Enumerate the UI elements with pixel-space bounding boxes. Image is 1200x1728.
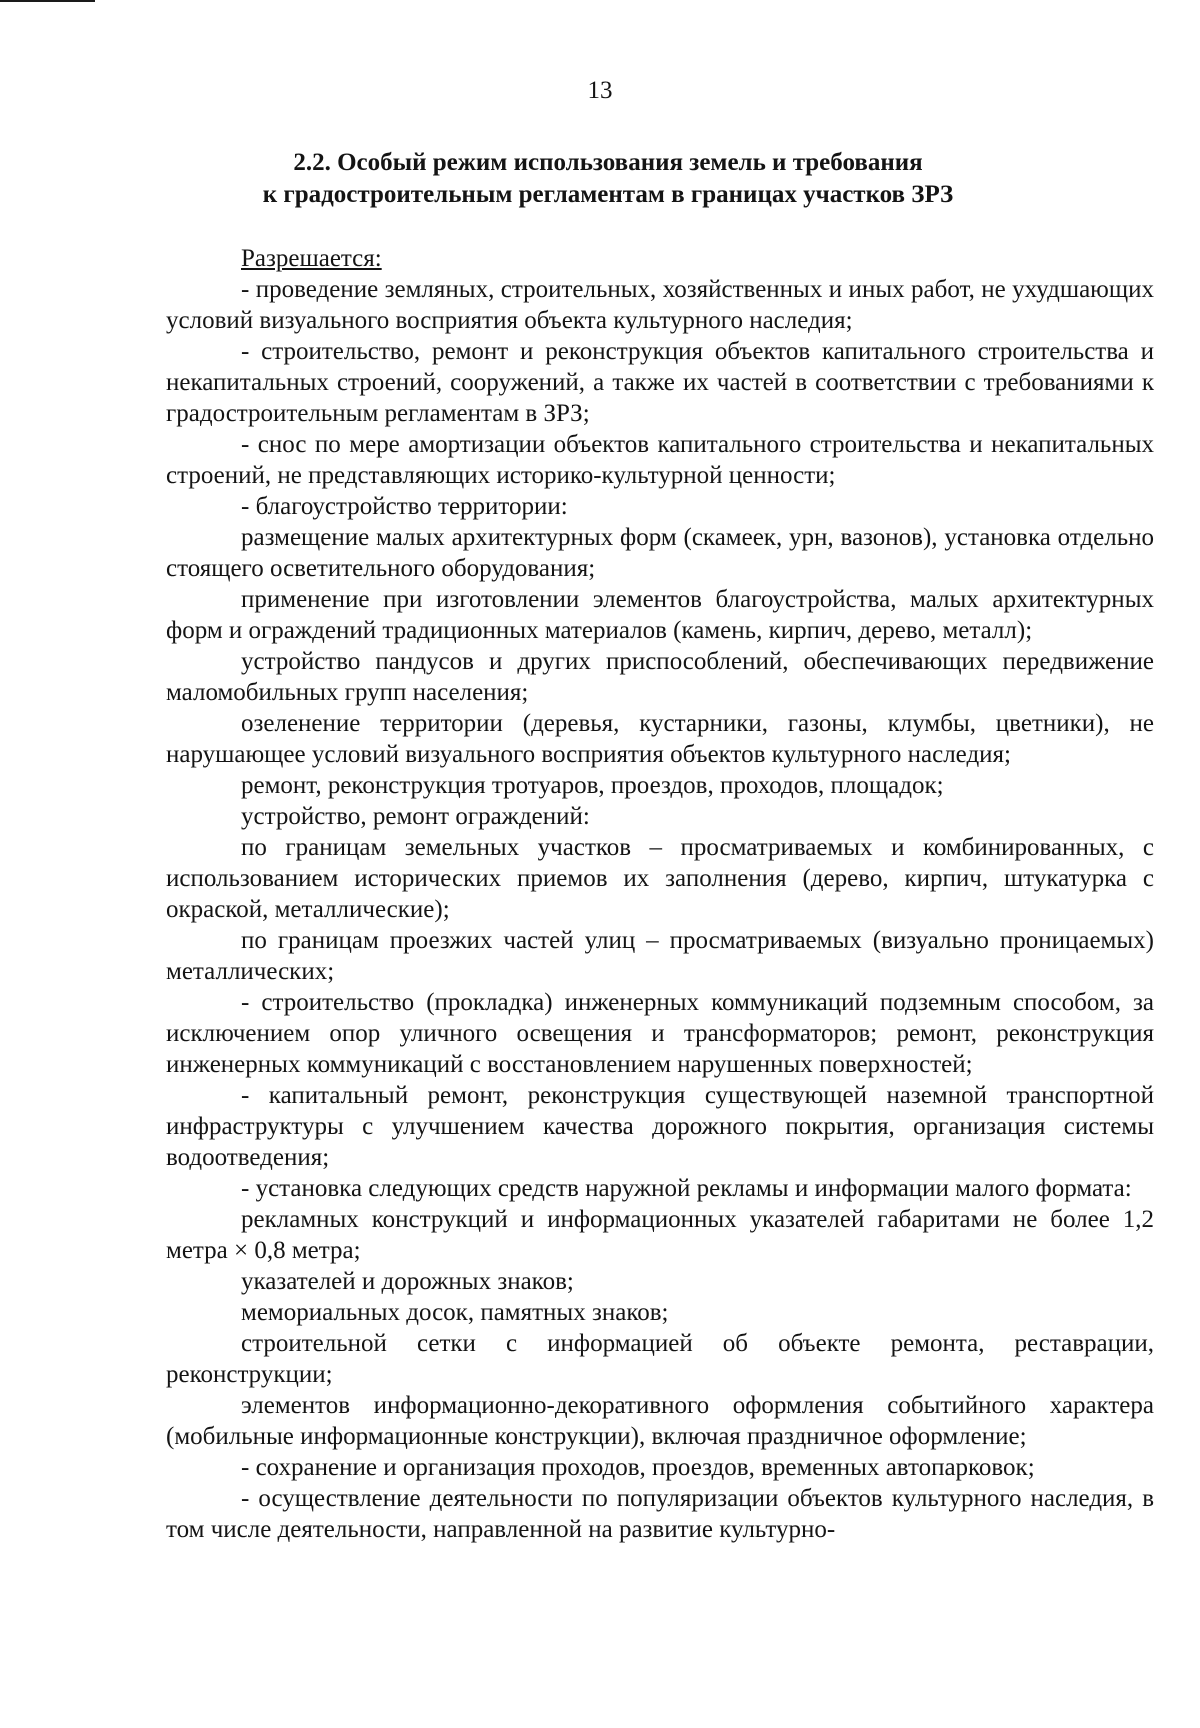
paragraph: рекламных конструкций и информационных указателей габаритами не более 1,2 метра × 0,8 метра; xyxy=(166,1206,1154,1264)
paragraph: по границам проезжих частей улиц – просматриваемых (визуально проницаемых) металлических; xyxy=(166,927,1154,985)
paragraph: - капитальный ремонт, реконструкция существующей наземной транспортной инфраструктуры с улучшением качества дорожного покрытия, организация системы водоотведения; xyxy=(166,1082,1154,1171)
paragraph: мемориальных досок, памятных знаков; xyxy=(241,1299,669,1326)
paragraph: - сохранение и организация проходов, проездов, временных автопарковок; xyxy=(241,1454,1035,1481)
page-number: 13 xyxy=(587,77,613,104)
paragraph: устройство, ремонт ограждений: xyxy=(241,803,590,830)
section-title-line-2: к градостроительным регламентам в границах участков ЗРЗ xyxy=(262,181,954,208)
section-title-line-1: 2.2. Особый режим использования земель и требования xyxy=(293,149,923,176)
paragraph: по границам земельных участков – просматриваемых и комбинированных, с использованием исторических приемов их заполнения (дерево, кирпич, штукатурка с окраской, металлические); xyxy=(166,834,1154,923)
paragraph: указателей и дорожных знаков; xyxy=(241,1268,574,1295)
paragraph: ремонт, реконструкция тротуаров, проездов, проходов, площадок; xyxy=(241,772,944,799)
paragraph: озеленение территории (деревья, кустарники, газоны, клумбы, цветники), не нарушающее условий визуального восприятия объектов культурного наследия; xyxy=(166,710,1154,768)
paragraph: размещение малых архитектурных форм (скамеек, урн, вазонов), установка отдельно стоящего осветительного оборудования; xyxy=(166,524,1154,582)
document-body xyxy=(166,243,1154,1545)
paragraph: - проведение земляных, строительных, хозяйственных и иных работ, не ухудшающих условий визуального восприятия объекта культурного наследия; xyxy=(166,276,1154,334)
paragraph: - осуществление деятельности по популяризации объектов культурного наследия, в том числе деятельности, направленной на развитие культурно- xyxy=(166,1485,1154,1543)
scan-edge-mark xyxy=(0,0,95,2)
paragraph: применение при изготовлении элементов благоустройства, малых архитектурных форм и ограждений традиционных материалов (камень, кирпич, дерево, металл); xyxy=(166,586,1154,644)
permitted-heading: Разрешается: xyxy=(241,245,382,272)
paragraph: - строительство, ремонт и реконструкция объектов капитального строительства и некапитальных строений, сооружений, а также их частей в соответствии с требованиями к градостроительным регламентам в ЗРЗ; xyxy=(166,338,1154,427)
paragraph: - строительство (прокладка) инженерных коммуникаций подземным способом, за исключением опор уличного освещения и трансформаторов; ремонт, реконструкция инженерных коммуникаций с восстановлением нарушенных поверхностей; xyxy=(166,989,1154,1078)
paragraph: - установка следующих средств наружной рекламы и информации малого формата: xyxy=(241,1175,1132,1202)
paragraph: - снос по мере амортизации объектов капитального строительства и некапитальных строений, не представляющих историко-культурной ценности; xyxy=(166,431,1154,489)
paragraph: элементов информационно-декоративного оформления событийного характера (мобильные информационные конструкции), включая праздничное оформление; xyxy=(166,1392,1154,1450)
paragraph: устройство пандусов и других приспособлений, обеспечивающих передвижение маломобильных групп населения; xyxy=(166,648,1154,706)
paragraph: строительной сетки с информацией об объекте ремонта, реставрации, реконструкции; xyxy=(166,1330,1154,1388)
section-title xyxy=(150,147,1066,211)
paragraph: - благоустройство территории: xyxy=(241,493,568,520)
